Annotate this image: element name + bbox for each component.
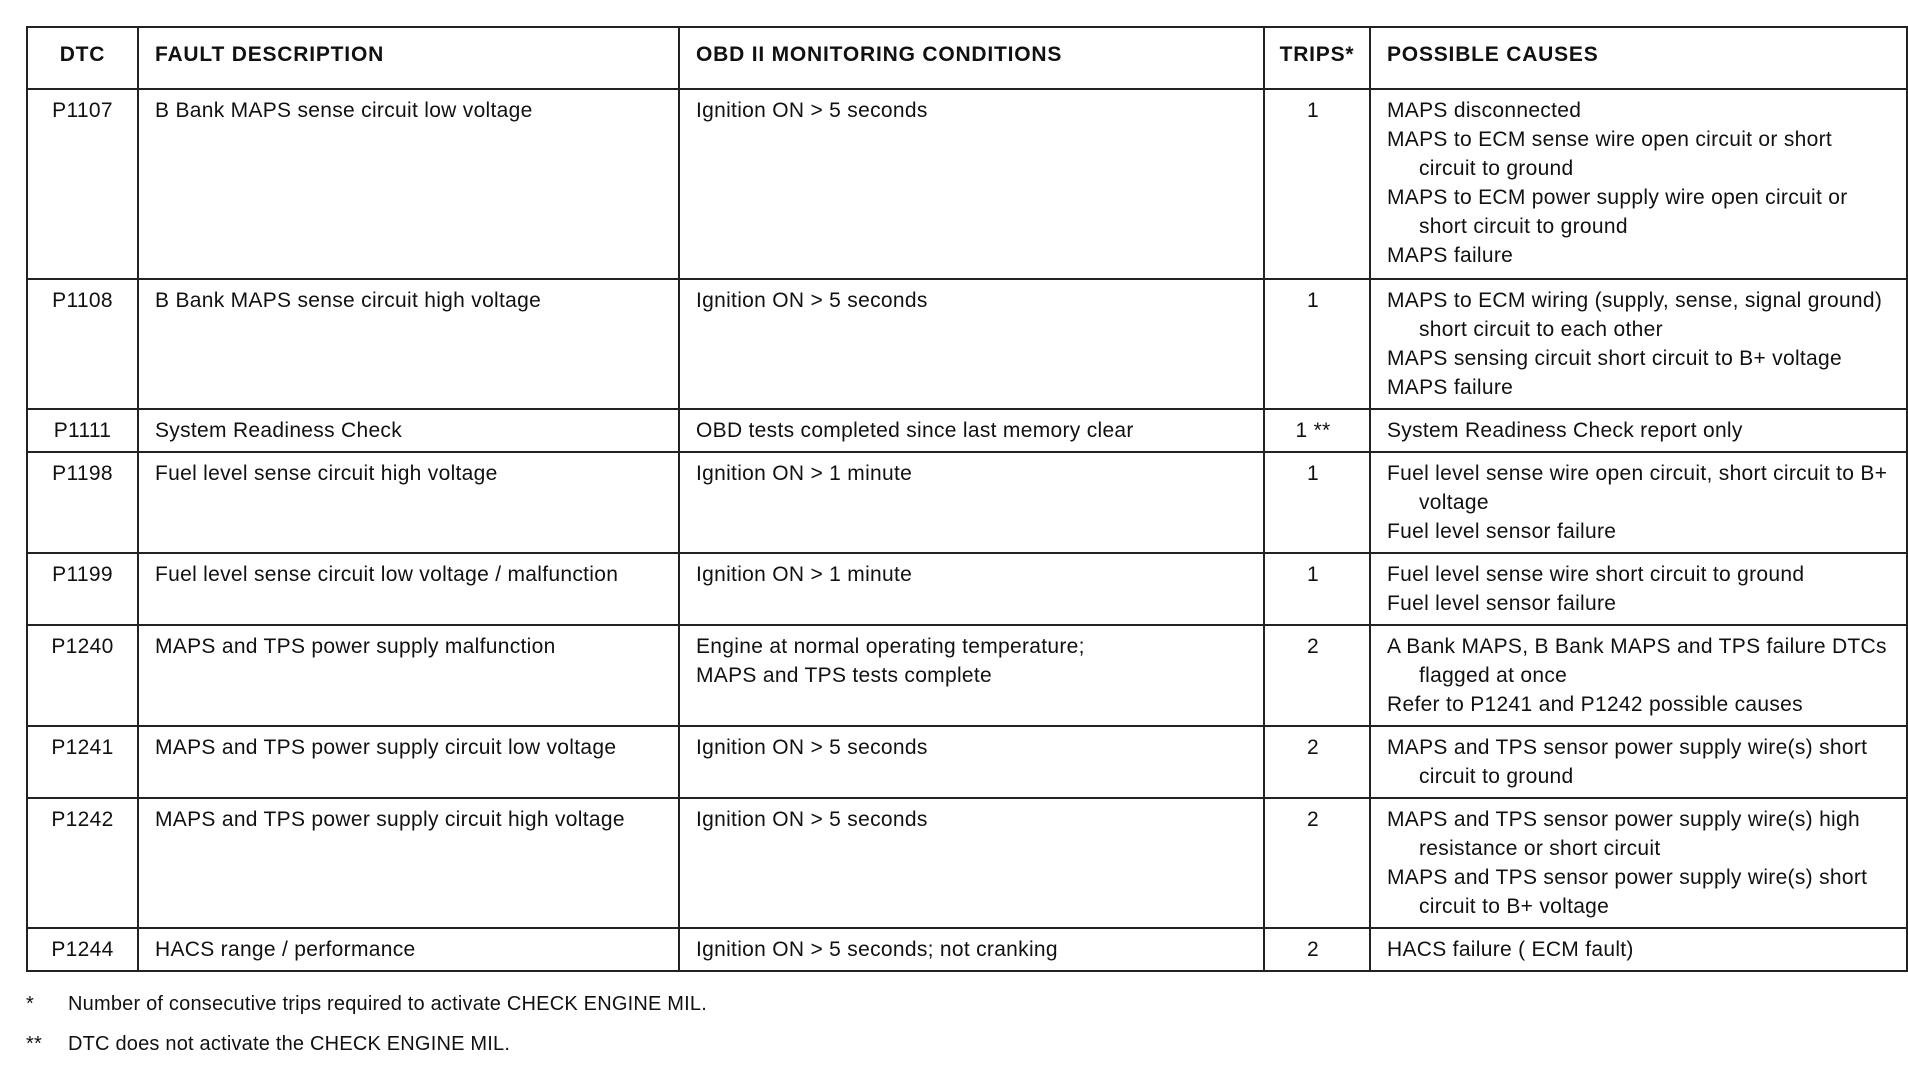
- fault-description: MAPS and TPS power supply circuit low voltage: [138, 726, 679, 798]
- condition-line: MAPS and TPS tests complete: [696, 664, 993, 687]
- dtc-code: P1199: [27, 553, 138, 625]
- trips-count: 2: [1264, 928, 1370, 971]
- monitoring-conditions: [679, 798, 1264, 928]
- monitoring-conditions: [679, 928, 1264, 971]
- header-dtc: DTC: [27, 27, 138, 89]
- condition-line: Ignition ON > 1 minute: [696, 563, 913, 586]
- footnote: [26, 1030, 1906, 1058]
- dtc-code: P1198: [27, 452, 138, 553]
- dtc-code: P1111: [27, 409, 138, 452]
- header-fault-description: FAULT DESCRIPTION: [138, 27, 679, 89]
- monitoring-conditions: [679, 553, 1264, 625]
- table-row: [27, 89, 1907, 279]
- header-possible-causes: POSSIBLE CAUSES: [1370, 27, 1907, 89]
- trips-count: 1: [1264, 553, 1370, 625]
- cause-item: MAPS to ECM power supply wire open circuit or short circuit to ground: [1387, 186, 1848, 238]
- header-trips: TRIPS*: [1264, 27, 1370, 89]
- table-row: [27, 625, 1907, 726]
- trips-count: 1 **: [1264, 409, 1370, 452]
- condition-line: Engine at normal operating temperature;: [696, 635, 1085, 658]
- condition-line: Ignition ON > 5 seconds: [696, 99, 928, 122]
- document-page: [26, 26, 1906, 1070]
- dtc-code: P1242: [27, 798, 138, 928]
- footnotes: [26, 990, 1906, 1058]
- table-row: [27, 452, 1907, 553]
- cause-item: Fuel level sense wire open circuit, short circuit to B+ voltage: [1387, 462, 1888, 514]
- monitoring-conditions: [679, 726, 1264, 798]
- cause-item: System Readiness Check report only: [1387, 419, 1743, 442]
- cause-item: MAPS to ECM wiring (supply, sense, signal ground) short circuit to each other: [1387, 289, 1883, 341]
- table-row: [27, 726, 1907, 798]
- monitoring-conditions: [679, 625, 1264, 726]
- fault-description: MAPS and TPS power supply circuit high voltage: [138, 798, 679, 928]
- condition-line: Ignition ON > 5 seconds; not cranking: [696, 938, 1058, 961]
- possible-causes: [1370, 279, 1907, 409]
- condition-line: OBD tests completed since last memory clear: [696, 419, 1134, 442]
- possible-causes: [1370, 726, 1907, 798]
- trips-count: 1: [1264, 89, 1370, 279]
- cause-item: MAPS and TPS sensor power supply wire(s) short circuit to B+ voltage: [1387, 866, 1868, 918]
- fault-description: System Readiness Check: [138, 409, 679, 452]
- trips-count: 2: [1264, 625, 1370, 726]
- table-row: [27, 409, 1907, 452]
- possible-causes: [1370, 553, 1907, 625]
- cause-item: Fuel level sensor failure: [1387, 592, 1617, 615]
- header-monitoring-conditions: OBD II MONITORING CONDITIONS: [679, 27, 1264, 89]
- table-body: [27, 89, 1907, 971]
- fault-description: Fuel level sense circuit low voltage / malfunction: [138, 553, 679, 625]
- trips-count: 1: [1264, 452, 1370, 553]
- trips-count: 1: [1264, 279, 1370, 409]
- cause-item: MAPS and TPS sensor power supply wire(s) high resistance or short circuit: [1387, 808, 1860, 860]
- cause-item: MAPS to ECM sense wire open circuit or short circuit to ground: [1387, 128, 1833, 180]
- dtc-code: P1240: [27, 625, 138, 726]
- footnote-mark: **: [26, 1033, 42, 1055]
- trips-count: 2: [1264, 798, 1370, 928]
- possible-causes: [1370, 452, 1907, 553]
- cause-item: Refer to P1241 and P1242 possible causes: [1387, 693, 1803, 716]
- possible-causes: [1370, 89, 1907, 279]
- cause-item: Fuel level sense wire short circuit to ground: [1387, 563, 1805, 586]
- dtc-code: P1107: [27, 89, 138, 279]
- possible-causes: [1370, 798, 1907, 928]
- footnote-text: Number of consecutive trips required to activate CHECK ENGINE MIL.: [68, 993, 707, 1015]
- footnote-text: DTC does not activate the CHECK ENGINE MIL.: [68, 1033, 511, 1055]
- cause-item: MAPS sensing circuit short circuit to B+ voltage: [1387, 347, 1842, 370]
- monitoring-conditions: [679, 89, 1264, 279]
- table-row: [27, 798, 1907, 928]
- table-row: [27, 553, 1907, 625]
- cause-item: MAPS and TPS sensor power supply wire(s) short circuit to ground: [1387, 736, 1868, 788]
- footnote: [26, 990, 1906, 1018]
- fault-description: B Bank MAPS sense circuit low voltage: [138, 89, 679, 279]
- possible-causes: [1370, 625, 1907, 726]
- condition-line: Ignition ON > 5 seconds: [696, 736, 928, 759]
- cause-item: A Bank MAPS, B Bank MAPS and TPS failure DTCs flagged at once: [1387, 635, 1887, 687]
- table-row: [27, 928, 1907, 971]
- condition-line: Ignition ON > 5 seconds: [696, 289, 928, 312]
- possible-causes: [1370, 928, 1907, 971]
- monitoring-conditions: [679, 409, 1264, 452]
- dtc-code: P1244: [27, 928, 138, 971]
- table-row: [27, 279, 1907, 409]
- dtc-table: [26, 26, 1908, 972]
- table-header-row: [27, 27, 1907, 89]
- monitoring-conditions: [679, 452, 1264, 553]
- condition-line: Ignition ON > 5 seconds: [696, 808, 928, 831]
- cause-item: MAPS failure: [1387, 244, 1514, 267]
- cause-item: Fuel level sensor failure: [1387, 520, 1617, 543]
- cause-item: MAPS disconnected: [1387, 99, 1582, 122]
- trips-count: 2: [1264, 726, 1370, 798]
- monitoring-conditions: [679, 279, 1264, 409]
- footnote-mark: *: [26, 993, 34, 1015]
- fault-description: MAPS and TPS power supply malfunction: [138, 625, 679, 726]
- condition-line: Ignition ON > 1 minute: [696, 462, 913, 485]
- dtc-code: P1108: [27, 279, 138, 409]
- cause-item: HACS failure ( ECM fault): [1387, 938, 1634, 961]
- fault-description: B Bank MAPS sense circuit high voltage: [138, 279, 679, 409]
- cause-item: MAPS failure: [1387, 376, 1514, 399]
- fault-description: Fuel level sense circuit high voltage: [138, 452, 679, 553]
- dtc-code: P1241: [27, 726, 138, 798]
- fault-description: HACS range / performance: [138, 928, 679, 971]
- possible-causes: [1370, 409, 1907, 452]
